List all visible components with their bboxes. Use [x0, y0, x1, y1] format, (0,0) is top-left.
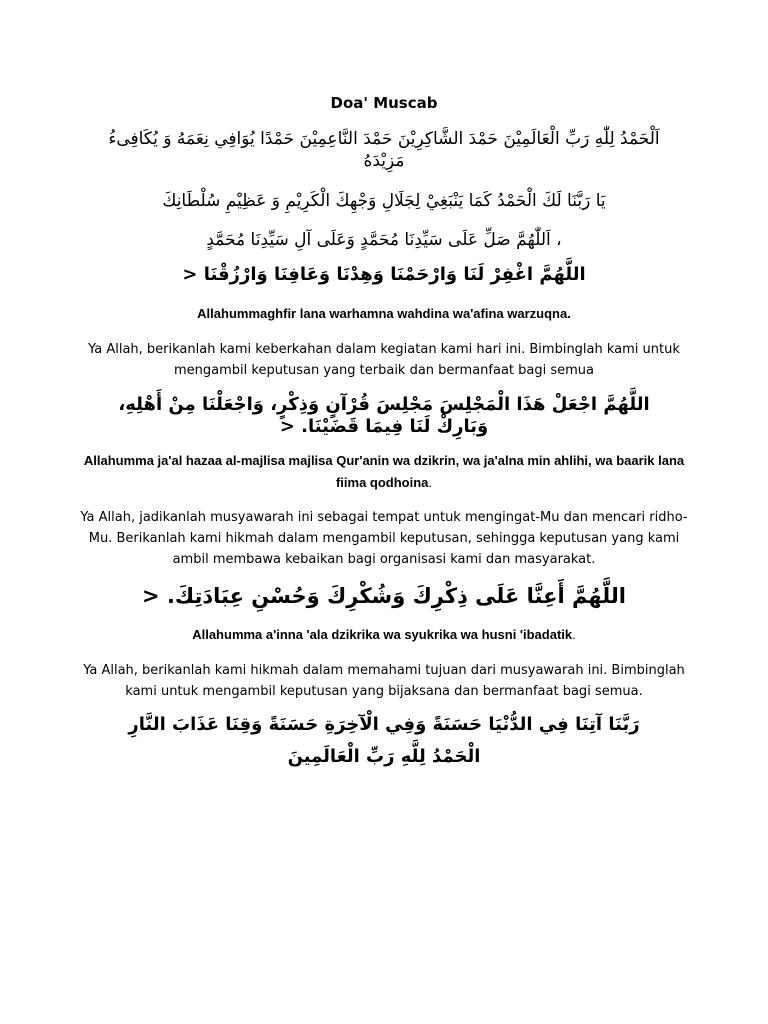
dua-2-transliteration-period: . — [428, 475, 433, 490]
dua-3-transliteration: Allahumma a'inna 'ala dzikrika wa syukrika wa husni 'ibadatik — [192, 627, 573, 642]
dua-2-transliteration-block — [80, 450, 688, 494]
dua-2-translation: Ya Allah, jadikanlah musyawarah ini sebagai tempat untuk mengingat-Mu dan mencari ridho-Mu. Berikanlah kami hikmah dalam mengambil keputusan, sehingga keputusan yang kami ambil membawa kebaikan bagi organisasi kami dan masyarakat. — [80, 510, 688, 567]
dua-2-transliteration: Allahumma ja'al hazaa al-majlisa majlisa Qur'anin wa dzikrin, wa ja'alna min ahlihi, wa baarik lana fiima qodhoina — [83, 453, 685, 490]
dua-3-translation: Ya Allah, berikanlah kami hikmah dalam memahami tujuan dari musyawarah ini. Bimbinglah kami untuk mengambil keputusan yang bijaksana dan bermanfaat bagi semua. — [83, 663, 685, 699]
dua-3-arabic: اللَّهُمَّ أَعِنَّا عَلَى ذِكْرِكَ وَشُكْرِكَ وَحُسْنِ عِبَادَتِكَ. < — [142, 584, 626, 608]
dua-3-transliteration-block — [80, 624, 688, 646]
closing-arabic-line-2: الْحَمْدُ لِلَّهِ رَبِّ الْعَالَمِينَ — [287, 746, 481, 767]
closing-arabic-line-1: رَبَّنَا آتِنَا فِي الدُّنْيَا حَسَنَةً وَفِي الْآخِرَةِ حَسَنَةً وَقِنَا عَذَابَ النَّارِ — [128, 714, 640, 735]
dua-1-arabic: اللَّهُمَّ اغْفِرْ لَنَا وَارْحَمْنَا وَهِدْنَا وَعَافِنَا وَارْزُقْنَا < — [182, 264, 586, 285]
opening-arabic-line-1: اَلْحَمْدُ لِلّٰهِ رَبِّ الْعَالَمِيْنَ حَمْدَ الشَّاكِرِيْنَ حَمْدَ النَّاعِمِيْنَ حَمْدًا يُوَافِي نِعَمَهُ وَ يُكَافِىءُ مَزِيْدَهُ — [108, 129, 660, 171]
dua-1-translation: Ya Allah, berikanlah kami keberkahan dalam kegiatan kami hari ini. Bimbinglah kami untuk mengambil keputusan yang terbaik dan bermanfaat bagi semua — [88, 342, 680, 378]
opening-arabic-line-3: ، اَللّٰهُمَّ صَلِّ عَلَى سَيِّدِنَا مُحَمَّدٍ وَعَلَى آلِ سَيِّدِنَا مُحَمَّدٍ — [206, 230, 562, 250]
dua-1-transliteration: Allahummaghfir lana warhamna wahdina wa'afina warzuqna. — [197, 306, 571, 321]
dua-3-transliteration-period: . — [572, 627, 576, 642]
document-title: Doa' Muscab — [330, 94, 438, 112]
opening-arabic-line-2: يَا رَبَّنَا لَكَ الْحَمْدُ كَمَا يَنْبَغِيْ لِجَلَالِ وَجْهِكَ الْكَرِيْمِ وَ عَظِيْمِ سُلْطَانِكَ — [162, 191, 606, 211]
dua-2-arabic: اللَّهُمَّ اجْعَلْ هَذَا الْمَجْلِسَ مَجْلِسَ قُرْآنٍ وَذِكْرٍ، وَاجْعَلْنَا مِنْ أَهْلِهِ، وَبَارِكْ لَنَا فِيمَا قَضَيْنَا. < — [118, 394, 650, 437]
